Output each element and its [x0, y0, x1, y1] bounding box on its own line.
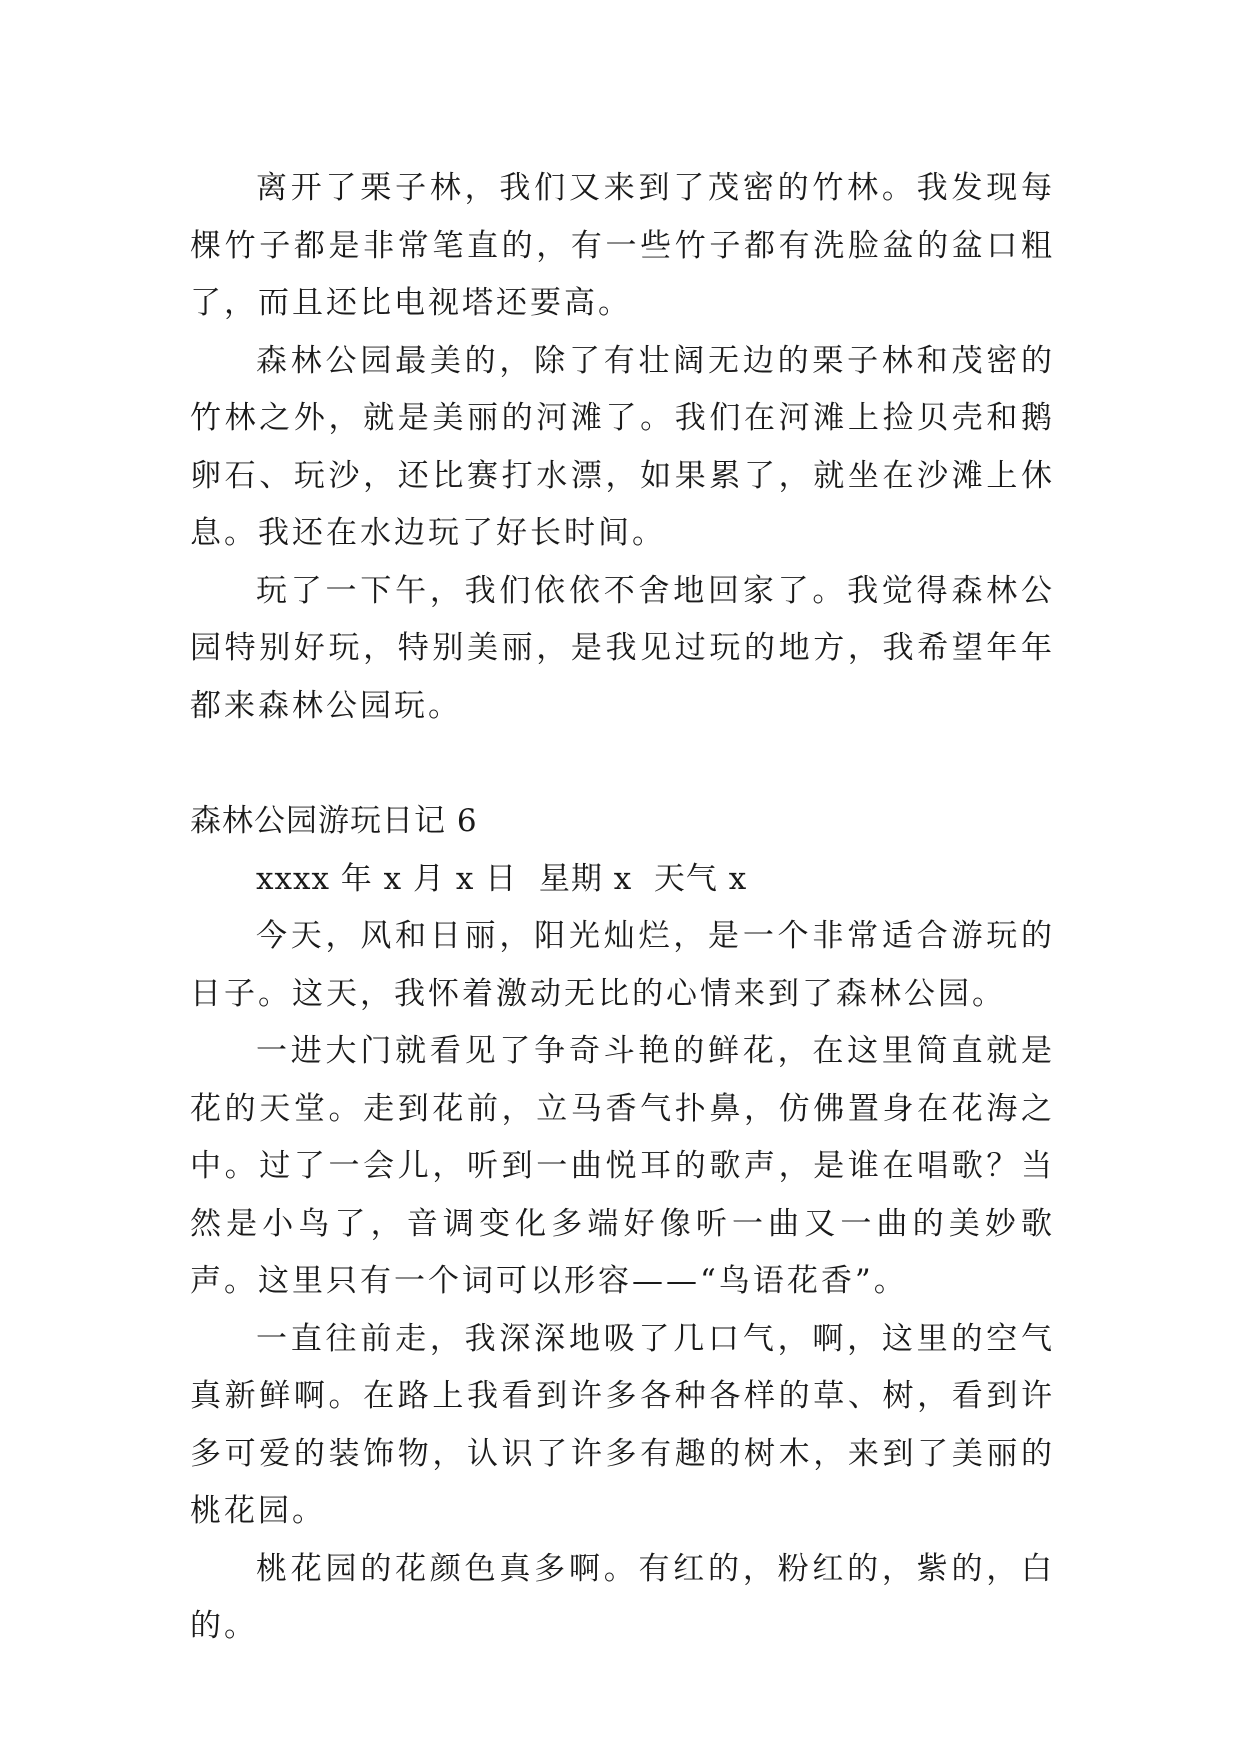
paragraph-weather: 今天，风和日丽，阳光灿烂，是一个非常适合游玩的日子。这天，我怀着激动无比的心情来到了森林公园。: [190, 918, 1055, 1012]
paragraph-fresh-air: 一直往前走，我深深地吸了几口气，啊，这里的空气真新鲜啊。在路上我看到许多各种各样的草、树，看到许多可爱的装饰物，认识了许多有趣的树木，来到了美丽的桃花园。: [190, 1320, 1055, 1529]
paragraph-peach-garden: 桃花园的花颜色真多啊。有红的，粉红的，紫的，白的。: [190, 1550, 1055, 1644]
paragraph-going-home: 玩了一下午，我们依依不舍地回家了。我觉得森林公园特别好玩，特别美丽，是我见过玩的地方，我希望年年都来森林公园玩。: [190, 572, 1055, 724]
document-body: [190, 160, 1055, 1656]
paragraph-river-beach: 森林公园最美的，除了有壮阔无边的栗子林和茂密的竹林之外，就是美丽的河滩了。我们在河滩上捡贝壳和鹅卵石、玩沙，还比赛打水漂，如果累了，就坐在沙滩上休息。我还在水边玩了好长时间。: [190, 342, 1055, 551]
section-title: 森林公园游玩日记 6: [190, 803, 478, 839]
paragraph-chestnut-bamboo: 离开了栗子林，我们又来到了茂密的竹林。我发现每棵竹子都是非常笔直的，有一些竹子都有洗脸盆的盆口粗了，而且还比电视塔还要高。: [190, 170, 1055, 321]
diary-date-line: xxxx 年 x 月 x 日 星期 x 天气 x: [256, 860, 748, 897]
paragraph-flowers-birds: 一进大门就看见了争奇斗艳的鲜花，在这里简直就是花的天堂。走到花前，立马香气扑鼻，仿佛置身在花海之中。过了一会儿，听到一曲悦耳的歌声，是谁在唱歌？当然是小鸟了，音调变化多端好像听一曲又一曲的美妙歌声。这里只有一个词可以形容——“鸟语花香”。: [190, 1033, 1055, 1299]
